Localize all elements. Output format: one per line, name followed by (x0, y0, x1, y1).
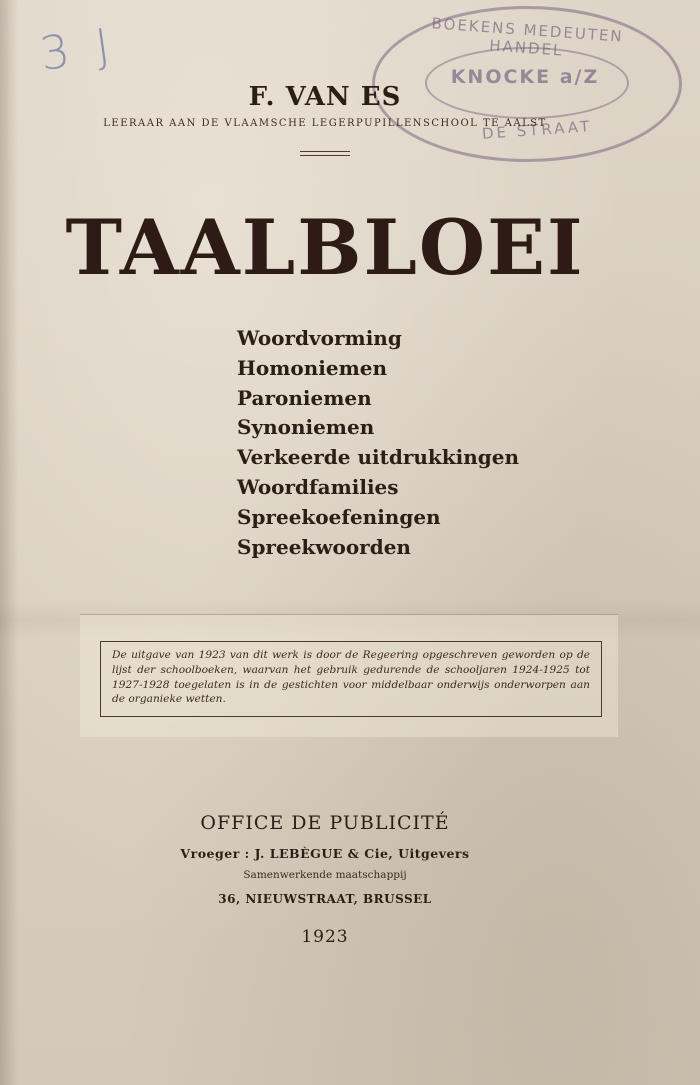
publisher-former: Vroeger : J. LEBÈGUE & Cie, Uitgevers (180, 846, 470, 861)
topic-item: Synoniemen (237, 415, 375, 440)
publication-year: 1923 (301, 927, 349, 947)
book-title: TAALBLOEI (65, 203, 585, 292)
publisher-type: Samenwerkende maatschappij (243, 869, 407, 881)
approval-notice: De uitgave van 1923 van dit werk is door de Regeering opgeschreven geworden op de lijst der schoolboeken, waarvan het gebruik gedurende de schooljaren 1924-1925 tot 1927-1928 toegelaten is in de gestichten voor middelbaar onderwijs onderworpen aan de organieke wetten. (112, 649, 590, 706)
topic-item: Spreekwoorden (237, 534, 411, 559)
topic-list (237, 324, 519, 562)
publisher-name: OFFICE DE PUBLICITÉ (200, 812, 450, 834)
topic-item: Woordvorming (237, 326, 402, 350)
page-edge-shadow (0, 0, 18, 1085)
topic-item: Verkeerde uitdrukkingen (237, 445, 520, 470)
stamp-center-text: KNOCKE a/Z (450, 66, 600, 88)
topic-item: Homoniemen (237, 355, 388, 380)
author-position: LEERAAR AAN DE VLAAMSCHE LEGERPUPILLENSCHOOL TE AALST (103, 118, 547, 129)
stamp-top-text: BOEKENS MEDEUTEN HANDEL (431, 14, 625, 60)
handwritten-annotation: 3 J (36, 17, 119, 81)
topic-item: Paroniemen (237, 385, 372, 410)
topic-item: Woordfamilies (237, 474, 399, 499)
author-name: F. VAN ES (248, 82, 402, 112)
publisher-address: 36, NIEUWSTRAAT, BRUSSEL (218, 892, 432, 906)
divider-rule (300, 151, 350, 156)
stamp-bottom-text: DE STRAAT (481, 117, 593, 143)
topic-item: Spreekoefeningen (237, 504, 441, 529)
